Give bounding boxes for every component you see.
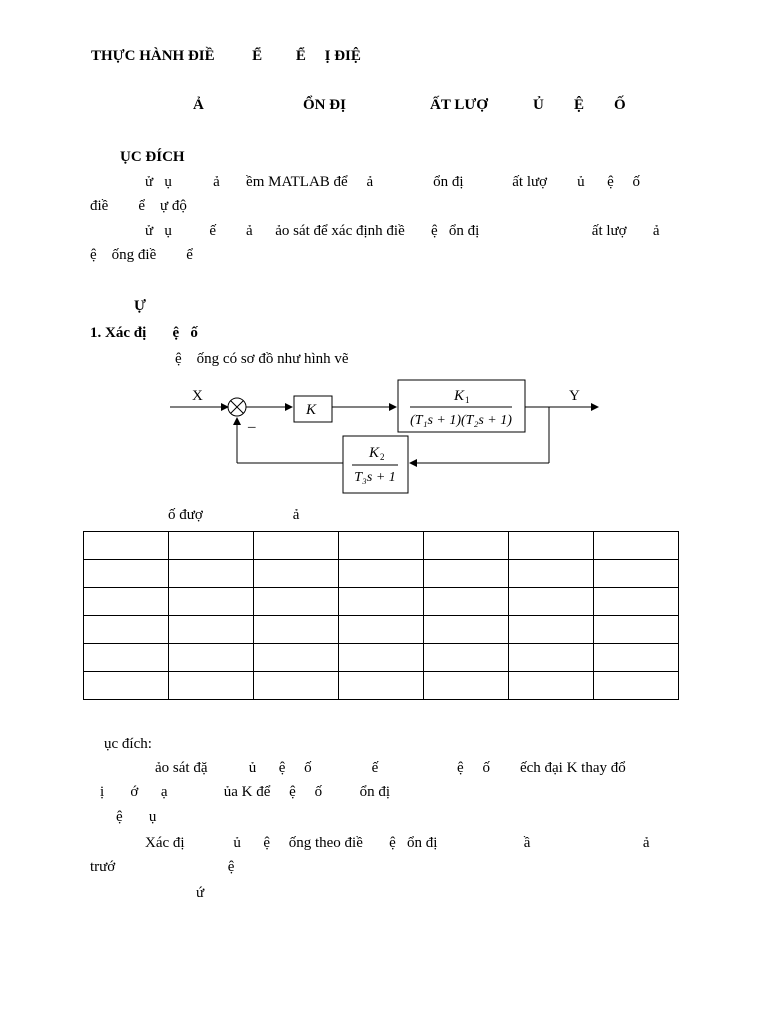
paragraph-line: trướ ệ	[90, 859, 235, 875]
table-cell	[84, 560, 169, 588]
table-row	[84, 616, 679, 644]
subtitle-part: ẤT LƯỢ	[430, 97, 488, 113]
table-cell	[84, 588, 169, 616]
data-table	[83, 531, 679, 700]
table-cell	[594, 588, 679, 616]
table-cell	[254, 672, 339, 700]
table-cell	[424, 560, 509, 588]
table-row	[84, 672, 679, 700]
plant-numerator: K	[454, 388, 465, 404]
table-cell	[509, 672, 594, 700]
table-cell	[509, 560, 594, 588]
table-cell	[169, 616, 254, 644]
table-cell	[594, 560, 679, 588]
table-cell	[84, 672, 169, 700]
subtitle-part: ỔN ĐỊ	[303, 97, 346, 113]
plant-numerator-subscript: 1	[465, 395, 470, 405]
table-cell	[169, 532, 254, 560]
minus-sign: _	[248, 414, 256, 430]
table-cell	[339, 532, 424, 560]
paragraph-line: điề ể ự độ	[90, 198, 187, 214]
paragraph-line: ệ ống điề ể	[90, 247, 193, 263]
table-cell	[339, 672, 424, 700]
table-cell	[339, 616, 424, 644]
output-label: Y	[569, 388, 580, 404]
table-cell	[594, 532, 679, 560]
paragraph-line: Xác đị ủ ệ ống theo điề ệ ổn đị ầ ả	[145, 835, 650, 851]
paragraph-line: ị ớ ạ ủa K để ệ ố ổn đị	[100, 784, 390, 800]
table-cell	[594, 644, 679, 672]
table-cell	[169, 672, 254, 700]
feedback-numerator: K	[369, 445, 380, 461]
purpose-heading: ục đích:	[104, 736, 152, 752]
diagram-description: ệ ống có sơ đồ như hình vẽ	[175, 351, 349, 367]
table-cell	[169, 560, 254, 588]
table-cell	[424, 616, 509, 644]
paragraph-line: ử ụ ế ả ảo sát để xác định điề ệ ổn đị ất lượ ả	[145, 223, 660, 239]
table-cell	[254, 616, 339, 644]
table-cell	[509, 588, 594, 616]
table-cell	[254, 560, 339, 588]
k-block-label: K	[306, 402, 317, 418]
table-row	[84, 588, 679, 616]
table-cell	[254, 644, 339, 672]
table-row	[84, 532, 679, 560]
input-label: X	[192, 388, 203, 404]
table-cell	[339, 560, 424, 588]
table-cell	[594, 616, 679, 644]
table-cell	[254, 588, 339, 616]
table-caption: ố đượ ả	[168, 507, 300, 523]
table-cell	[84, 616, 169, 644]
table-cell	[509, 644, 594, 672]
section-heading-purpose: ỤC ĐÍCH	[120, 149, 185, 165]
paragraph-line: ử ụ ả ềm MATLAB để ả ổn đị ất lượ ủ ệ ố	[145, 174, 640, 190]
plant-denominator: (T₁s + 1)(T₂s + 1)	[410, 413, 512, 428]
item-heading: 1. Xác đị ệ ố	[90, 325, 198, 341]
table-cell	[169, 644, 254, 672]
table-cell	[594, 672, 679, 700]
section-heading-content: Ự	[134, 298, 146, 314]
table-row	[84, 644, 679, 672]
block-diagram	[160, 370, 620, 500]
subtitle-part: Ả	[193, 97, 204, 113]
feedback-numerator-subscript: 2	[380, 452, 385, 462]
table-cell	[84, 532, 169, 560]
table-cell	[424, 644, 509, 672]
table-cell	[169, 588, 254, 616]
doc-title: THỰC HÀNH ĐIỀ Ể Ể Ị ĐIỆ	[91, 48, 361, 64]
table-cell	[509, 532, 594, 560]
table-cell	[424, 672, 509, 700]
table-cell	[424, 532, 509, 560]
paragraph-line: ệ ụ	[116, 809, 157, 825]
paragraph-line: ảo sát đặ ủ ệ ố ế ệ ố ếch đại K thay đổ	[155, 760, 626, 776]
subtitle-part: Ủ	[533, 97, 544, 113]
table-cell	[424, 588, 509, 616]
subtitle-part: Ố	[614, 97, 626, 113]
table-cell	[339, 644, 424, 672]
subtitle-part: Ệ	[574, 97, 585, 113]
table-cell	[254, 532, 339, 560]
table-cell	[509, 616, 594, 644]
feedback-denominator: T₃s + 1	[354, 470, 396, 485]
table-row	[84, 560, 679, 588]
paragraph-line: ứ	[196, 885, 205, 901]
table-cell	[84, 644, 169, 672]
table-cell	[339, 588, 424, 616]
